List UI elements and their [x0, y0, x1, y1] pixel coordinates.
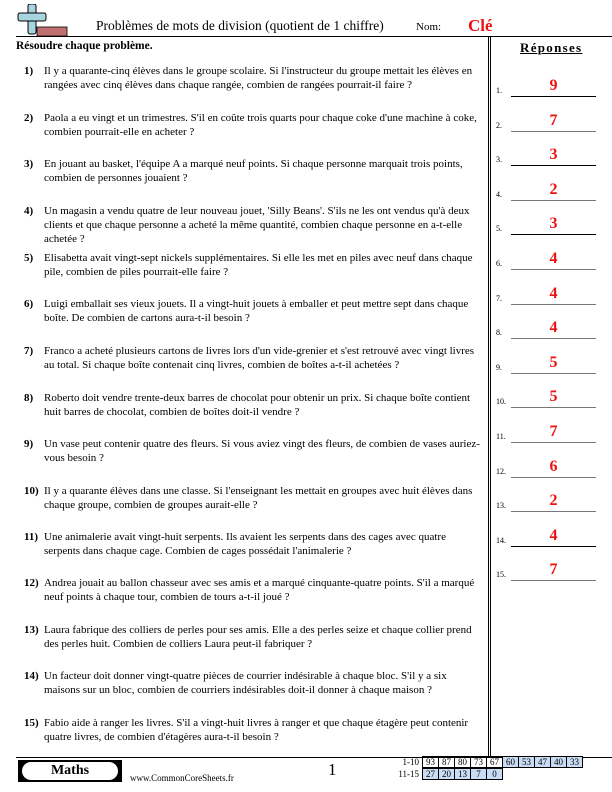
- name-label: Nom:: [416, 21, 442, 33]
- problem-number: 9): [24, 438, 34, 450]
- problem-text: Paola a eu vingt et un trimestres. S'il en coûte trois quarts pour chaque coke d'une machine à coke, combien pourrait-elle en acheter ?: [44, 112, 477, 139]
- answer-row: [496, 492, 596, 512]
- answer-row: [496, 250, 596, 270]
- answer-line: [511, 580, 596, 581]
- problem-item: [24, 484, 484, 512]
- answer-value[interactable]: 7: [549, 111, 558, 129]
- website-link[interactable]: www.CommonCoreSheets.fr: [130, 773, 234, 783]
- score-cell: 67: [487, 757, 503, 768]
- answer-line: [511, 96, 596, 97]
- answer-line: [511, 511, 596, 512]
- problem-item: [24, 576, 484, 604]
- problem-number: 7): [24, 345, 34, 357]
- answer-label: 7.: [496, 293, 502, 303]
- problem-number: 8): [24, 392, 34, 404]
- answer-row: [496, 146, 596, 166]
- score-cell: 93: [423, 757, 439, 768]
- name-value: Clé: [468, 16, 493, 35]
- subject-badge: [18, 760, 122, 782]
- answer-label: 2.: [496, 120, 502, 130]
- problem-number: 10): [24, 485, 39, 497]
- answer-label: 13.: [496, 501, 506, 511]
- score-row-label: 1-10: [402, 757, 419, 767]
- answer-value[interactable]: 7: [549, 561, 558, 579]
- answer-label: 1.: [496, 86, 502, 95]
- problem-text: Franco a acheté plusieurs cartons de livres lors d'un vide-grenier et s'est retrouvé avec vingt livres au total. Si chaque boîte contenait cinq livres, combien de boîtes a-t-il achetées ?: [44, 345, 475, 372]
- problem-number: 3): [24, 158, 34, 170]
- answer-value[interactable]: 5: [549, 353, 558, 371]
- answer-line: [511, 407, 596, 408]
- answer-row: [496, 181, 596, 201]
- score-table-row-1: [422, 756, 583, 768]
- answer-row: [496, 77, 596, 97]
- plus-minus-logo-icon: [16, 4, 68, 36]
- answer-value[interactable]: 4: [549, 284, 558, 302]
- answer-value[interactable]: 9: [549, 77, 558, 94]
- problem-text: Roberto doit vendre trente-deux barres de chocolat pour obtenir un prix. Si chaque boîte contient huit barres de chocolat, combien de boîtes doit-il vendre ?: [44, 392, 471, 419]
- problem-text: Un vase peut contenir quatre des fleurs. Si vous aviez vingt des fleurs, de combien de vases auriez-vous besoin ?: [44, 438, 480, 465]
- score-row-label: 11-15: [398, 769, 419, 779]
- problem-text: Une animalerie avait vingt-huit serpents. Ils avaient les serpents dans des cages avec quatre serpents dans chaque cage. Combien de cages possédait l'animalerie ?: [44, 531, 446, 558]
- answer-row: [496, 319, 596, 339]
- problem-number: 13): [24, 624, 39, 636]
- subject-label: Maths: [22, 762, 118, 780]
- page-number: 1: [328, 760, 337, 779]
- answer-line: [511, 373, 596, 374]
- score-cell: 47: [535, 757, 551, 768]
- answer-row: [496, 354, 596, 374]
- answer-line: [511, 546, 596, 547]
- answer-value[interactable]: 2: [549, 492, 558, 510]
- answer-value[interactable]: 6: [549, 457, 558, 475]
- score-cell: 33: [567, 757, 583, 768]
- problem-text: Il y a quarante-cinq élèves dans le groupe scolaire. Si l'instructeur du groupe mettait les élèves en rangées avec cinq élèves dans chaque rangée, combien de rangées pourrait-il faire ?: [44, 65, 473, 92]
- answer-label: 11.: [496, 432, 506, 441]
- problem-number: 6): [24, 298, 34, 310]
- answer-label: 12.: [496, 466, 506, 476]
- problem-text: En jouant au basket, l'équipe A a marqué neuf points. Si chaque personne marquait trois points, combien de personnes jouaient ?: [44, 158, 463, 185]
- answer-label: 4.: [496, 189, 502, 199]
- problem-number: 14): [24, 670, 39, 682]
- answer-value[interactable]: 3: [549, 215, 558, 233]
- problem-text: Elisabetta avait vingt-sept nickels supplémentaires. Si elle les met en piles avec neuf dans chaque pile, combien de piles pourrait-elle faire ?: [44, 252, 473, 279]
- answer-row: [496, 285, 596, 305]
- score-cell: 73: [471, 757, 487, 768]
- score-cell: 53: [519, 757, 535, 768]
- answer-label: 15.: [496, 570, 506, 580]
- answer-row: [496, 458, 596, 478]
- problem-item: [24, 157, 484, 185]
- answer-label: 5.: [496, 224, 502, 234]
- answer-label: 14.: [496, 535, 506, 545]
- problem-number: 11): [24, 531, 39, 543]
- answer-value[interactable]: 2: [549, 180, 558, 198]
- problem-item: [24, 530, 484, 558]
- answer-value[interactable]: 4: [549, 250, 558, 267]
- answer-row: [496, 527, 596, 547]
- problem-item: [24, 64, 484, 92]
- answer-line: [511, 477, 596, 478]
- answer-row: [496, 215, 596, 235]
- answer-value[interactable]: 5: [549, 388, 558, 406]
- answer-label: 3.: [496, 155, 502, 165]
- score-cell: 40: [551, 757, 567, 768]
- answers-title: Réponses: [520, 40, 583, 55]
- answer-row: [496, 561, 596, 581]
- problem-item: [24, 111, 484, 139]
- answer-line: [511, 338, 596, 339]
- score-cell: 7: [471, 769, 487, 780]
- answer-row: [496, 112, 596, 132]
- problem-item: [24, 669, 484, 697]
- answer-line: [511, 442, 596, 443]
- score-cell: 87: [439, 757, 455, 768]
- problem-number: 15): [24, 717, 39, 729]
- instructions: Résoudre chaque problème.: [16, 40, 153, 52]
- problem-item: [24, 716, 484, 744]
- answer-line: [511, 165, 596, 166]
- score-cell: 20: [439, 769, 455, 780]
- answer-line: [511, 234, 596, 235]
- answer-value[interactable]: 7: [549, 423, 558, 440]
- problem-text: Andrea jouait au ballon chasseur avec ses amis et a marqué cinquante-quatre points. S'il a marqué neuf points à chaque tour, combien de tours a-t-il joué ?: [44, 577, 475, 604]
- score-cell: 60: [503, 757, 519, 768]
- problem-item: [24, 344, 484, 372]
- answer-line: [511, 200, 596, 201]
- problem-number: 2): [24, 112, 34, 124]
- header-rule: [16, 36, 612, 37]
- score-cell: 0: [487, 769, 503, 780]
- answer-line: [511, 269, 596, 270]
- problem-item: [24, 251, 484, 279]
- problem-number: 1): [24, 65, 34, 77]
- problem-text: Il y a quarante élèves dans une classe. Si l'enseignant les mettait en groupes avec huit élèves dans chaque groupe, combien de groupes aurait-elle ?: [44, 485, 473, 512]
- answer-row: [496, 388, 596, 408]
- answer-row: [496, 423, 596, 443]
- problem-item: [24, 437, 484, 465]
- answer-label: 10.: [496, 397, 506, 407]
- problem-text: Luigi emballait ses vieux jouets. Il a vingt-huit jouets à emballer et peut mettre sept dans chaque boîte. De combien de cartons aura-t-il besoin ?: [44, 298, 469, 325]
- problem-item: [24, 623, 484, 651]
- score-cell: 27: [423, 769, 439, 780]
- answer-value[interactable]: 3: [549, 146, 558, 164]
- problem-number: 12): [24, 577, 39, 589]
- answer-value[interactable]: 4: [549, 319, 558, 337]
- problem-text: Laura fabrique des colliers de perles pour ses amis. Elle a des perles seize et chaque collier prend des perles huit. Combien de colliers Laura peut-il fabriquer ?: [44, 624, 472, 651]
- answer-value[interactable]: 4: [549, 526, 558, 544]
- answer-label: 8.: [496, 328, 502, 338]
- problem-text: Fabio aide à ranger les livres. S'il a vingt-huit livres à ranger et que chaque étagère peut contenir quatre livres, de combien d'étagères aura-t-il besoin ?: [44, 717, 469, 744]
- worksheet-title: Problèmes de mots de division (quotient de 1 chiffre): [96, 18, 384, 33]
- problem-number: 5): [24, 252, 34, 264]
- problem-item: [24, 391, 484, 419]
- column-divider: [488, 37, 491, 758]
- problem-item: [24, 204, 484, 247]
- problem-number: 4): [24, 205, 34, 217]
- answer-line: [511, 131, 596, 132]
- score-cell: 80: [455, 757, 471, 768]
- problem-item: [24, 297, 484, 325]
- answer-line: [511, 304, 596, 305]
- answer-label: 9.: [496, 362, 502, 372]
- score-table-row-2: [422, 768, 503, 780]
- answer-label: 6.: [496, 259, 502, 268]
- problem-text: Un magasin a vendu quatre de leur nouveau jouet, 'Silly Beans'. S'ils ne les ont vendus qu'à deux clients et que chaque personne a acheté la même quantité, combien chaque personne en a-t-elle achetée ?: [44, 205, 470, 246]
- score-cell: 13: [455, 769, 471, 780]
- problem-text: Un facteur doit donner vingt-quatre pièces de courrier indésirable à chaque bloc. S'il y a six maisons sur un bloc, combien de courriers indésirables doit-il donner à chaque maison ?: [44, 670, 447, 697]
